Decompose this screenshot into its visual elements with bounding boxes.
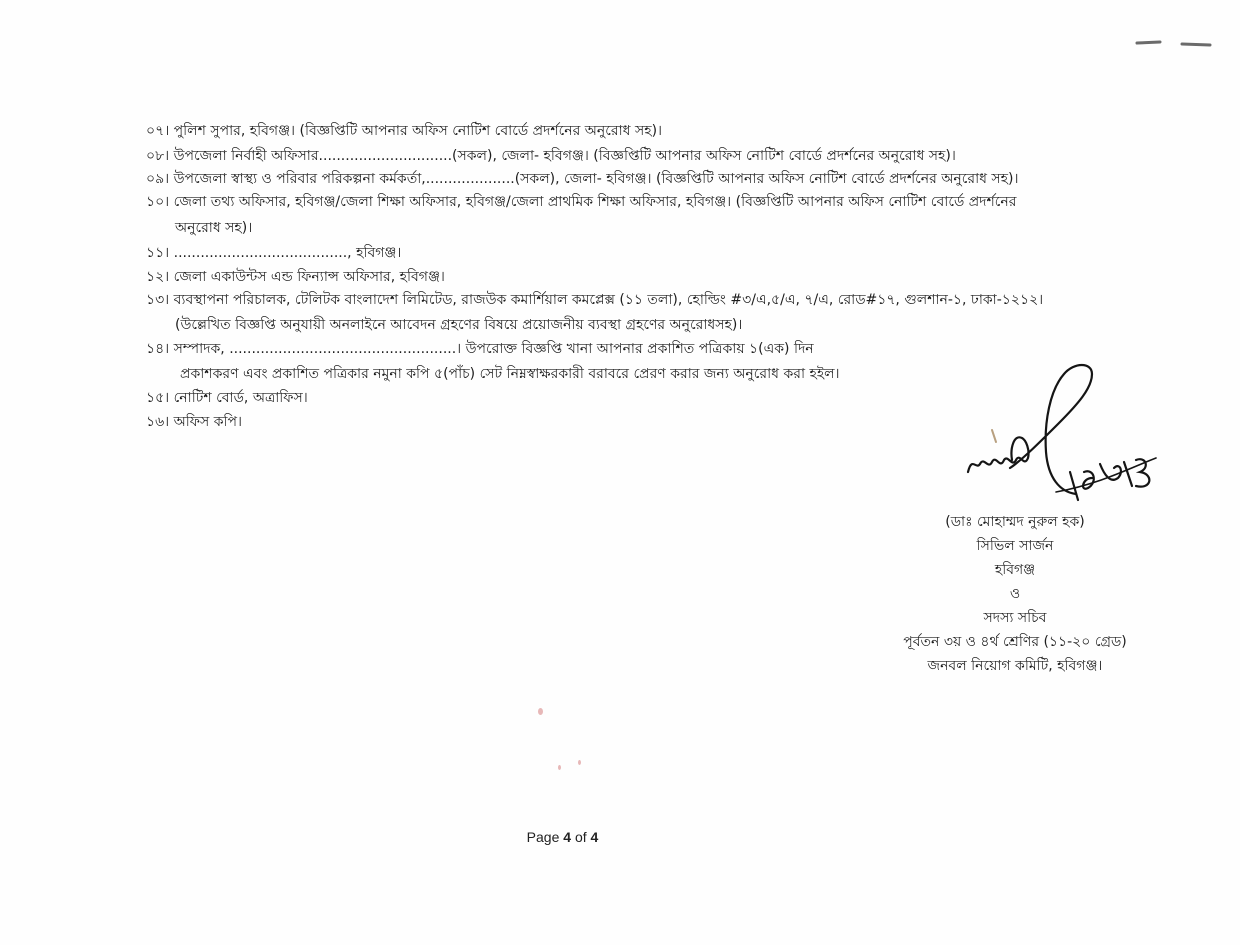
footer-total-pages: 4: [590, 829, 599, 845]
committee-line-1: পূর্বতন ৩য় ও ৪র্থ শ্রেণির (১১-২০ গ্রেড): [903, 634, 1127, 650]
list-item-continuation: প্রকাশকরণ এবং প্রকাশিত পত্রিকার নমুনা কপি ৫(পাঁচ) সেট নিম্নস্বাক্ষরকারী বরাবরে প্রেরণ করার জন্য অনুরোধ করা হইল।: [180, 366, 840, 382]
scan-speck: [558, 765, 561, 770]
signatory-role: সদস্য সচিব: [983, 610, 1047, 626]
list-item: ১০। জেলা তথ্য অফিসার, হবিগঞ্জ/জেলা শিক্ষা অফিসার, হবিগঞ্জ/জেলা প্রাথমিক শিক্ষা অফিসার, হবিগঞ্জ। (বিজ্ঞপ্তিটি আপনার অফিস নোটিশ বোর্ডে প্রদর্শনের: [146, 194, 1017, 210]
footer-of-word: of: [574, 829, 587, 845]
list-item-continuation: অনুরোধ সহ)।: [175, 220, 253, 236]
scan-speck: [538, 708, 543, 715]
list-item: ০৮। উপজেলা নির্বাহী অফিসার..............................(সকল), জেলা- হবিগঞ্জ। (বিজ্ঞপ্তিটি আপনার অফিস নোটিশ বোর্ডে প্রদর্শনের অনুরোধ সহ)।: [146, 148, 956, 164]
handwritten-signature: [960, 360, 1160, 530]
list-item: ০৭। পুলিশ সুপার, হবিগঞ্জ। (বিজ্ঞপ্তিটি আপনার অফিস নোটিশ বোর্ডে প্রদর্শনের অনুরোধ সহ)।: [146, 123, 663, 139]
signatory-name: (ডাঃ মোহাম্মদ নুরুল হক): [945, 514, 1085, 530]
signatory-conjunction: ও: [1009, 586, 1021, 602]
committee-line-2: জনবল নিয়োগ কমিটি, হবিগঞ্জ।: [927, 658, 1103, 674]
signatory-block: [840, 510, 1190, 678]
list-item: ১৪। সম্পাদক, ...................................................। উপরোক্ত বিজ্ঞপ্তি খানা আপনার প্রকাশিত পত্রিকায় ১(এক) দিন: [146, 341, 814, 357]
scan-mark: [1135, 38, 1215, 50]
signatory-district: হবিগঞ্জ: [994, 562, 1036, 578]
scan-speck: [578, 760, 581, 765]
footer-page-word: Page: [526, 829, 560, 845]
list-item: ১৩। ব্যবস্থাপনা পরিচালক, টেলিটক বাংলাদেশ লিমিটেড, রাজউক কমার্শিয়াল কমপ্লেক্স (১১ তলা), হোল্ডিং #৩/এ,৫/এ, ৭/এ, রোড#১৭, গুলশান-১, ঢাকা-১২১২।: [146, 292, 1044, 308]
list-item-continuation: (উল্লেখিত বিজ্ঞপ্তি অনুযায়ী অনলাইনে আবেদন গ্রহণের বিষয়ে প্রয়োজনীয় ব্যবস্থা গ্রহণের অনুরোধসহ)।: [175, 317, 743, 333]
list-item: ০৯। উপজেলা স্বাস্থ্য ও পরিবার পরিকল্পনা কর্মকর্তা,....................(সকল), জেলা- হবিগঞ্জ। (বিজ্ঞপ্তিটি আপনার অফিস নোটিশ বোর্ডে প্রদর্শনের অনুরোধ সহ)।: [146, 171, 1019, 187]
signatory-designation: সিভিল সার্জন: [976, 538, 1054, 554]
list-item: ১২। জেলা একাউন্টস এন্ড ফিন্যান্স অফিসার, হবিগঞ্জ।: [146, 269, 445, 285]
list-item: ১১। ......................................., হবিগঞ্জ।: [146, 245, 402, 261]
list-item: ১৬। অফিস কপি।: [146, 414, 243, 430]
page-footer: [0, 829, 1125, 845]
list-item: ১৫। নোটিশ বোর্ড, অত্রাফিস।: [146, 390, 308, 406]
footer-current-page: 4: [563, 829, 572, 845]
